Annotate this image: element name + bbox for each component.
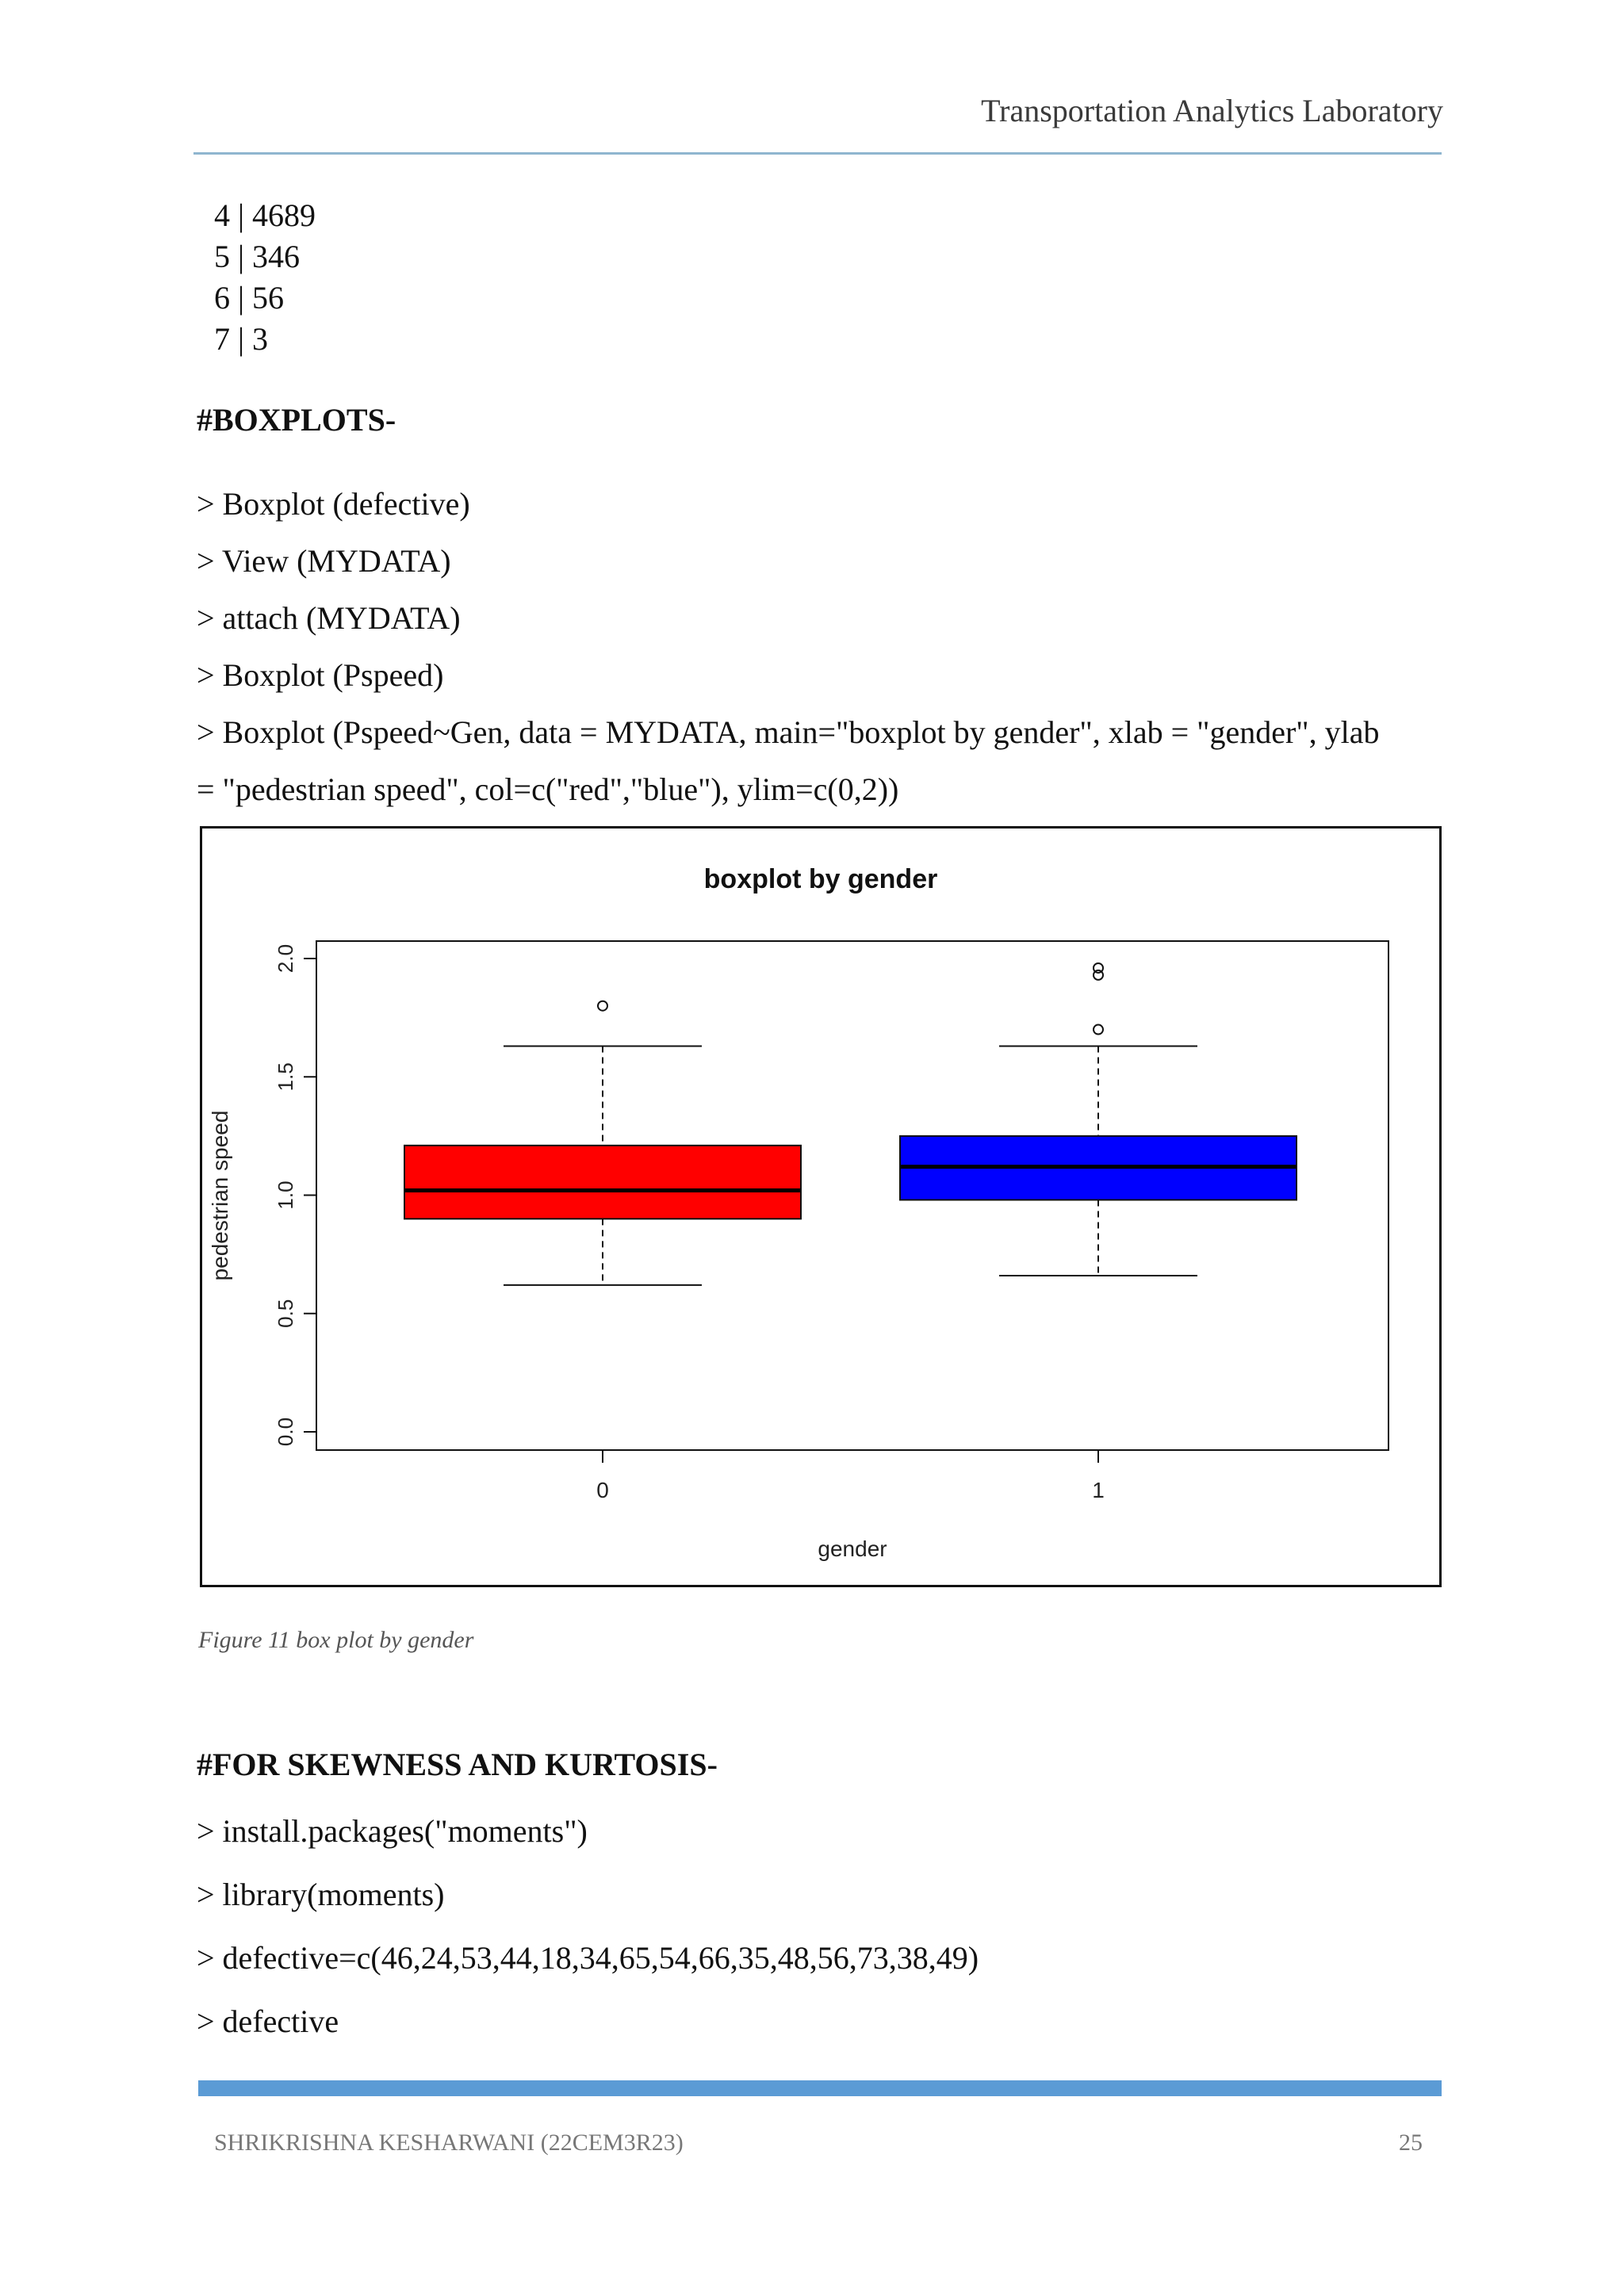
x-axis-label: gender [818,1536,887,1561]
code-line: > Boxplot (Pspeed) [197,657,444,693]
footer-bar [198,2080,1442,2096]
code-block-boxplots [197,476,1380,818]
section-heading-skewness: #FOR SKEWNESS AND KURTOSIS- [197,1747,718,1782]
code-line: = "pedestrian speed", col=c("red","blue"), ylim=c(0,2)) [197,771,899,807]
figure-frame [200,826,1442,1587]
y-tick-label: 1.5 [274,1062,297,1092]
code-line: > library(moments) [197,1877,445,1912]
code-line: > Boxplot (Pspeed~Gen, data = MYDATA, main="boxplot by gender", xlab = "gender", ylab [197,714,1380,750]
y-tick-label: 0.0 [274,1417,297,1447]
y-tick-label: 2.0 [274,943,297,974]
stem-line: 7 | 3 [214,321,269,357]
code-line: > defective=c(46,24,53,44,18,34,65,54,66,35,48,56,73,38,49) [197,1940,979,1976]
outlier-point [598,1001,607,1011]
code-line: > install.packages("moments") [197,1813,588,1849]
code-block-skewness [197,1800,979,2053]
stem-line: 6 | 56 [214,280,285,316]
code-line: > View (MYDATA) [197,543,451,579]
section-heading-boxplots: #BOXPLOTS- [197,402,396,438]
y-tick-label: 1.0 [274,1181,297,1210]
y-axis-label: pedestrian speed [208,1110,232,1281]
outlier-point [1094,963,1103,973]
code-line: > attach (MYDATA) [197,600,461,636]
stem-line: 4 | 4689 [214,197,316,233]
code-line: > Boxplot (defective) [197,486,470,522]
figure-caption: Figure 11 box plot by gender [198,1627,474,1653]
box-0 [404,1146,801,1219]
running-header: Transportation Analytics Laboratory [981,93,1443,128]
boxplot-chart [202,828,1439,1585]
chart-title: boxplot by gender [703,864,938,894]
outlier-point [1094,1025,1103,1035]
x-tick-label: 1 [1092,1478,1105,1502]
page-number: 25 [1399,2130,1423,2156]
header-rule [193,152,1442,155]
stem-leaf-display [214,195,316,360]
stem-line: 5 | 346 [214,239,301,274]
code-line: > defective [197,2003,339,2039]
y-tick-label: 0.5 [274,1299,297,1328]
x-tick-label: 0 [596,1478,609,1502]
footer-author: SHRIKRISHNA KESHARWANI (22CEM3R23) [214,2130,684,2156]
